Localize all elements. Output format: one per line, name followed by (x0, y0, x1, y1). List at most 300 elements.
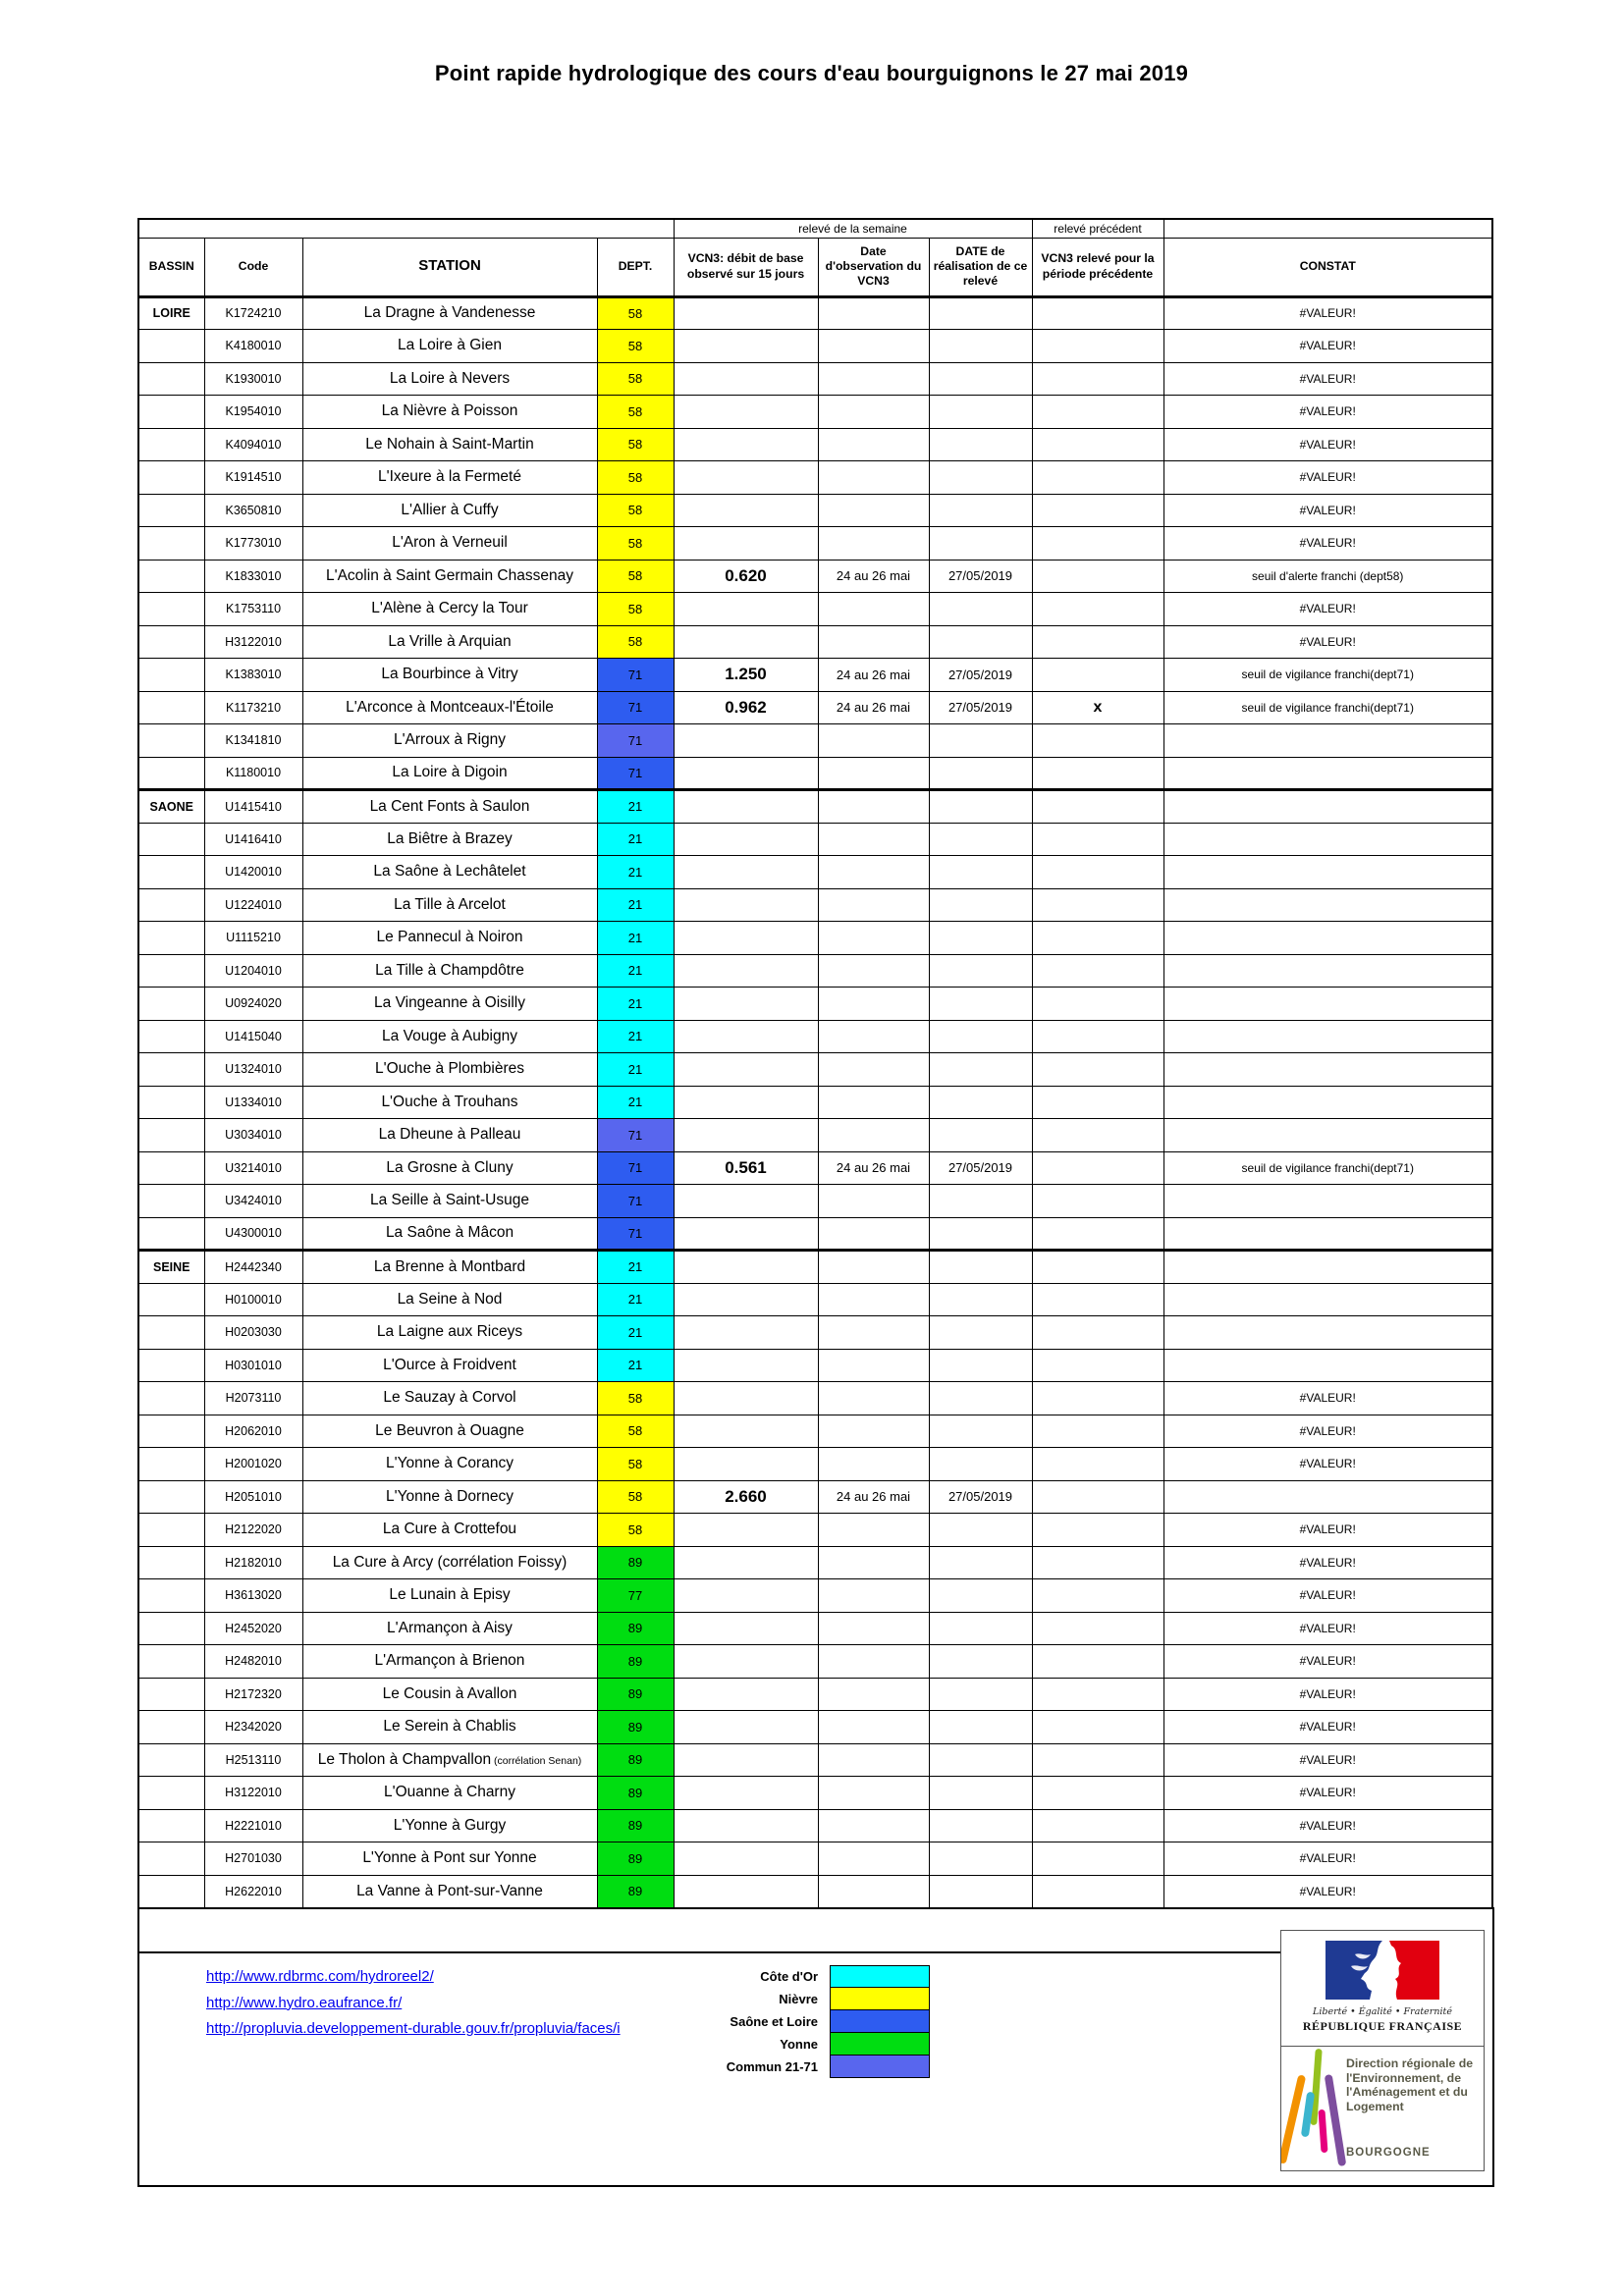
dreal-region: BOURGOGNE (1346, 2147, 1431, 2159)
cell-real (929, 922, 1032, 955)
cell-station: L'Armançon à Brienon (302, 1645, 597, 1679)
cell-station: La Dragne à Vandenesse (302, 296, 597, 330)
cell-obs (818, 1711, 929, 1744)
group-header-row (138, 219, 1492, 238)
cell-real (929, 461, 1032, 495)
table-row (138, 823, 1492, 856)
cell-obs (818, 1251, 929, 1284)
cell-obs (818, 494, 929, 527)
cell-prev (1032, 888, 1163, 922)
cell-constat: #VALEUR! (1163, 494, 1492, 527)
cell-bassin (138, 757, 204, 790)
table-row (138, 856, 1492, 889)
cell-vcn3 (674, 1020, 818, 1053)
cell-constat (1163, 1217, 1492, 1251)
cell-code: U1415040 (204, 1020, 302, 1053)
legend-label: Côte d'Or (760, 1969, 818, 1984)
cell-prev (1032, 1842, 1163, 1876)
cell-code: H3122010 (204, 1777, 302, 1810)
cell-code: H2221010 (204, 1809, 302, 1842)
cell-prev (1032, 1053, 1163, 1087)
footer-divider-line (137, 1951, 1286, 1953)
cell-code: H2701030 (204, 1842, 302, 1876)
link-hydroreel[interactable]: http://www.rdbrmc.com/hydroreel2/ (206, 1968, 434, 1985)
cell-code: K1954010 (204, 396, 302, 429)
cell-bassin (138, 724, 204, 758)
cell-constat: #VALEUR! (1163, 362, 1492, 396)
table-row (138, 428, 1492, 461)
department-color-legend (609, 1965, 930, 2078)
cell-dept: 58 (597, 1480, 674, 1514)
cell-bassin (138, 988, 204, 1021)
hydrology-table (137, 218, 1493, 1909)
cell-bassin (138, 922, 204, 955)
cell-code: H2051010 (204, 1480, 302, 1514)
cell-station: L'Alène à Cercy la Tour (302, 593, 597, 626)
cell-obs (818, 1053, 929, 1087)
cell-constat: seuil de vigilance franchi(dept71) (1163, 691, 1492, 724)
cell-prev (1032, 790, 1163, 824)
station-note: (corrélation Senan) (491, 1754, 582, 1767)
cell-real (929, 1777, 1032, 1810)
cell-station: Le Tholon à Champvallon (corrélation Senan) (302, 1743, 597, 1777)
table-row (138, 1711, 1492, 1744)
cell-vcn3 (674, 1086, 818, 1119)
cell-vcn3 (674, 428, 818, 461)
cell-real (929, 1448, 1032, 1481)
cell-station: La Cent Fonts à Saulon (302, 790, 597, 824)
cell-prev (1032, 1546, 1163, 1579)
republique-motto: Liberté • Égalité • Fraternité (1313, 2006, 1452, 2017)
cell-prev (1032, 1415, 1163, 1448)
cell-constat: #VALEUR! (1163, 1546, 1492, 1579)
cell-code: H2182010 (204, 1546, 302, 1579)
cell-station: La Bourbince à Vitry (302, 659, 597, 692)
cell-dept: 89 (597, 1842, 674, 1876)
cell-constat: #VALEUR! (1163, 1448, 1492, 1481)
table-row (138, 396, 1492, 429)
cell-obs (818, 1842, 929, 1876)
cell-obs: 24 au 26 mai (818, 691, 929, 724)
cell-dept: 89 (597, 1743, 674, 1777)
cell-bassin (138, 593, 204, 626)
cell-dept: 89 (597, 1546, 674, 1579)
cell-dept: 58 (597, 428, 674, 461)
cell-dept: 89 (597, 1678, 674, 1711)
cell-station: La Biêtre à Brazey (302, 823, 597, 856)
cell-obs (818, 396, 929, 429)
cell-constat (1163, 823, 1492, 856)
cell-code: U1324010 (204, 1053, 302, 1087)
legend-color-swatch (830, 1987, 930, 2011)
cell-code: K1173210 (204, 691, 302, 724)
cell-station: La Vouge à Aubigny (302, 1020, 597, 1053)
table-row (138, 560, 1492, 593)
cell-real (929, 790, 1032, 824)
cell-prev (1032, 757, 1163, 790)
cell-code: H2482010 (204, 1645, 302, 1679)
cell-station: L'Yonne à Corancy (302, 1448, 597, 1481)
cell-code: U1415410 (204, 790, 302, 824)
cell-vcn3 (674, 1382, 818, 1415)
cell-vcn3 (674, 625, 818, 659)
cell-vcn3: 2.660 (674, 1480, 818, 1514)
cell-dept: 21 (597, 954, 674, 988)
link-hydro-eaufrance[interactable]: http://www.hydro.eaufrance.fr/ (206, 1994, 403, 2011)
cell-station: L'Ouanne à Charny (302, 1777, 597, 1810)
cell-dept: 71 (597, 1119, 674, 1152)
cell-dept: 21 (597, 1086, 674, 1119)
cell-obs (818, 856, 929, 889)
cell-prev (1032, 856, 1163, 889)
cell-bassin (138, 1053, 204, 1087)
cell-constat: #VALEUR! (1163, 1809, 1492, 1842)
cell-real (929, 823, 1032, 856)
cell-obs (818, 922, 929, 955)
cell-bassin (138, 625, 204, 659)
cell-vcn3 (674, 1645, 818, 1679)
cell-vcn3 (674, 330, 818, 363)
table-row (138, 330, 1492, 363)
cell-vcn3 (674, 988, 818, 1021)
cell-dept: 21 (597, 823, 674, 856)
cell-bassin (138, 1875, 204, 1908)
cell-code: H0100010 (204, 1283, 302, 1316)
table-row (138, 1514, 1492, 1547)
cell-obs (818, 1217, 929, 1251)
cell-constat: seuil d'alerte franchi (dept58) (1163, 560, 1492, 593)
cell-dept: 71 (597, 724, 674, 758)
legend-row (609, 1988, 930, 2010)
cell-real (929, 724, 1032, 758)
column-header-constat: CONSTAT (1163, 238, 1492, 296)
cell-prev (1032, 1283, 1163, 1316)
cell-dept: 21 (597, 1020, 674, 1053)
cell-constat: #VALEUR! (1163, 296, 1492, 330)
cell-real (929, 1086, 1032, 1119)
column-header-vcn3-precedent: VCN3 relevé pour la période précédente (1032, 238, 1163, 296)
cell-prev (1032, 1809, 1163, 1842)
table-row (138, 724, 1492, 758)
cell-prev (1032, 1185, 1163, 1218)
cell-obs (818, 1283, 929, 1316)
cell-constat (1163, 1283, 1492, 1316)
cell-real (929, 1316, 1032, 1350)
cell-bassin (138, 362, 204, 396)
republique-name: RÉPUBLIQUE FRANÇAISE (1302, 2019, 1463, 2033)
table-row (138, 659, 1492, 692)
cell-real (929, 1678, 1032, 1711)
cell-dept: 58 (597, 527, 674, 561)
table-row (138, 1119, 1492, 1152)
cell-constat (1163, 1316, 1492, 1350)
cell-real (929, 1349, 1032, 1382)
footer-links (206, 1964, 621, 2043)
cell-code: K1724210 (204, 296, 302, 330)
legend-color-swatch (830, 2009, 930, 2034)
cell-real (929, 1645, 1032, 1679)
cell-constat (1163, 1086, 1492, 1119)
cell-constat: #VALEUR! (1163, 527, 1492, 561)
column-header-station: STATION (302, 238, 597, 296)
cell-obs (818, 1645, 929, 1679)
cell-station: L'Ource à Froidvent (302, 1349, 597, 1382)
cell-dept: 58 (597, 1382, 674, 1415)
cell-real: 27/05/2019 (929, 691, 1032, 724)
cell-bassin (138, 1119, 204, 1152)
cell-prev (1032, 494, 1163, 527)
cell-obs (818, 625, 929, 659)
cell-vcn3 (674, 856, 818, 889)
column-header-code: Code (204, 238, 302, 296)
cell-constat (1163, 1053, 1492, 1087)
cell-real (929, 1579, 1032, 1613)
cell-code: H2172320 (204, 1678, 302, 1711)
cell-code: U1420010 (204, 856, 302, 889)
cell-constat (1163, 954, 1492, 988)
cell-vcn3 (674, 461, 818, 495)
cell-station: L'Yonne à Dornecy (302, 1480, 597, 1514)
cell-code: U1224010 (204, 888, 302, 922)
cell-prev (1032, 1349, 1163, 1382)
table-row (138, 1217, 1492, 1251)
cell-code: K4180010 (204, 330, 302, 363)
cell-code: K1753110 (204, 593, 302, 626)
cell-vcn3 (674, 1283, 818, 1316)
cell-prev (1032, 362, 1163, 396)
station-table-body (138, 296, 1492, 1908)
cell-code: K3650810 (204, 494, 302, 527)
table-row (138, 954, 1492, 988)
cell-dept: 71 (597, 757, 674, 790)
cell-bassin (138, 1382, 204, 1415)
cell-vcn3 (674, 296, 818, 330)
group-header-spacer-left (138, 219, 674, 238)
cell-code: H0301010 (204, 1349, 302, 1382)
cell-bassin (138, 1480, 204, 1514)
cell-constat: #VALEUR! (1163, 461, 1492, 495)
cell-vcn3 (674, 1053, 818, 1087)
cell-vcn3 (674, 1349, 818, 1382)
table-row (138, 1283, 1492, 1316)
cell-constat (1163, 757, 1492, 790)
cell-code: K4094010 (204, 428, 302, 461)
cell-station: Le Beuvron à Ouagne (302, 1415, 597, 1448)
cell-code: H2062010 (204, 1415, 302, 1448)
cell-bassin: SAONE (138, 790, 204, 824)
cell-obs (818, 1316, 929, 1350)
cell-vcn3 (674, 1875, 818, 1908)
dreal-stroke-pink (1318, 2109, 1327, 2153)
cell-bassin (138, 1743, 204, 1777)
cell-prev (1032, 625, 1163, 659)
cell-dept: 21 (597, 988, 674, 1021)
cell-prev (1032, 330, 1163, 363)
cell-vcn3 (674, 1842, 818, 1876)
cell-vcn3 (674, 494, 818, 527)
cell-prev (1032, 1020, 1163, 1053)
cell-real (929, 757, 1032, 790)
cell-real (929, 428, 1032, 461)
legend-row (609, 1965, 930, 1988)
legend-row (609, 2033, 930, 2056)
cell-bassin (138, 1612, 204, 1645)
column-header-date-observation: Date d'observation du VCN3 (818, 238, 929, 296)
cell-station: Le Nohain à Saint-Martin (302, 428, 597, 461)
cell-obs (818, 1086, 929, 1119)
cell-prev (1032, 659, 1163, 692)
cell-dept: 71 (597, 1185, 674, 1218)
cell-code: U4300010 (204, 1217, 302, 1251)
cell-prev (1032, 1382, 1163, 1415)
cell-obs (818, 1777, 929, 1810)
cell-constat (1163, 1349, 1492, 1382)
cell-real (929, 1185, 1032, 1218)
table-row (138, 1743, 1492, 1777)
cell-obs (818, 330, 929, 363)
cell-constat: #VALEUR! (1163, 428, 1492, 461)
cell-station: La Loire à Digoin (302, 757, 597, 790)
cell-dept: 21 (597, 1251, 674, 1284)
cell-dept: 89 (597, 1711, 674, 1744)
cell-prev (1032, 1448, 1163, 1481)
cell-station: La Vingeanne à Oisilly (302, 988, 597, 1021)
cell-prev (1032, 724, 1163, 758)
cell-bassin (138, 1349, 204, 1382)
cell-prev (1032, 988, 1163, 1021)
table-row (138, 1382, 1492, 1415)
legend-label: Nièvre (779, 1992, 818, 2006)
cell-vcn3 (674, 1612, 818, 1645)
cell-bassin (138, 1316, 204, 1350)
cell-prev (1032, 1151, 1163, 1185)
cell-dept: 71 (597, 1217, 674, 1251)
cell-constat (1163, 988, 1492, 1021)
cell-prev (1032, 1119, 1163, 1152)
cell-constat (1163, 856, 1492, 889)
table-row (138, 922, 1492, 955)
cell-constat (1163, 1119, 1492, 1152)
table-row (138, 888, 1492, 922)
link-propluvia[interactable]: http://propluvia.developpement-durable.gouv.fr/propluvia/faces/i (206, 2020, 621, 2037)
cell-bassin (138, 1809, 204, 1842)
cell-bassin (138, 1448, 204, 1481)
column-header-vcn3: VCN3: débit de base observé sur 15 jours (674, 238, 818, 296)
cell-real (929, 888, 1032, 922)
cell-vcn3 (674, 888, 818, 922)
dreal-logo (1281, 2047, 1484, 2168)
cell-dept: 21 (597, 856, 674, 889)
cell-vcn3 (674, 1743, 818, 1777)
cell-vcn3 (674, 593, 818, 626)
cell-real (929, 625, 1032, 659)
cell-bassin (138, 1217, 204, 1251)
cell-obs (818, 1678, 929, 1711)
cell-station: La Seille à Saint-Usuge (302, 1185, 597, 1218)
cell-bassin (138, 1514, 204, 1547)
cell-constat: #VALEUR! (1163, 1382, 1492, 1415)
cell-obs (818, 1579, 929, 1613)
cell-station: La Cure à Arcy (corrélation Foissy) (302, 1546, 597, 1579)
cell-prev (1032, 296, 1163, 330)
cell-obs (818, 1875, 929, 1908)
cell-bassin (138, 1185, 204, 1218)
cell-dept: 58 (597, 296, 674, 330)
cell-station: L'Aron à Verneuil (302, 527, 597, 561)
cell-dept: 21 (597, 922, 674, 955)
cell-code: U1416410 (204, 823, 302, 856)
legend-row (609, 2010, 930, 2033)
cell-obs (818, 757, 929, 790)
cell-station: La Tille à Arcelot (302, 888, 597, 922)
cell-prev (1032, 1086, 1163, 1119)
cell-constat: #VALEUR! (1163, 1711, 1492, 1744)
cell-real: 27/05/2019 (929, 659, 1032, 692)
cell-constat: seuil de vigilance franchi(dept71) (1163, 659, 1492, 692)
table-row (138, 988, 1492, 1021)
cell-prev (1032, 1612, 1163, 1645)
cell-vcn3 (674, 1678, 818, 1711)
legend-label: Commun 21-71 (726, 2059, 818, 2074)
cell-obs (818, 954, 929, 988)
cell-obs (818, 988, 929, 1021)
cell-real (929, 1809, 1032, 1842)
table-row (138, 625, 1492, 659)
cell-obs (818, 1448, 929, 1481)
cell-station: L'Armançon à Aisy (302, 1612, 597, 1645)
cell-constat: #VALEUR! (1163, 1645, 1492, 1679)
cell-real (929, 494, 1032, 527)
cell-dept: 89 (597, 1875, 674, 1908)
table-row (138, 1415, 1492, 1448)
table-row (138, 1349, 1492, 1382)
cell-bassin (138, 1645, 204, 1679)
cell-code: K1773010 (204, 527, 302, 561)
cell-constat: #VALEUR! (1163, 625, 1492, 659)
cell-real: 27/05/2019 (929, 1480, 1032, 1514)
cell-vcn3 (674, 823, 818, 856)
cell-code: K1914510 (204, 461, 302, 495)
cell-dept: 21 (597, 1349, 674, 1382)
cell-obs: 24 au 26 mai (818, 1151, 929, 1185)
cell-vcn3 (674, 396, 818, 429)
cell-prev (1032, 1645, 1163, 1679)
cell-constat (1163, 922, 1492, 955)
cell-bassin (138, 527, 204, 561)
cell-dept: 58 (597, 625, 674, 659)
cell-prev (1032, 1579, 1163, 1613)
cell-real (929, 856, 1032, 889)
cell-real (929, 1020, 1032, 1053)
cell-prev (1032, 1251, 1163, 1284)
cell-dept: 58 (597, 330, 674, 363)
cell-real (929, 1612, 1032, 1645)
cell-station: La Laigne aux Riceys (302, 1316, 597, 1350)
cell-real (929, 396, 1032, 429)
cell-station: La Cure à Crottefou (302, 1514, 597, 1547)
cell-station: Le Serein à Chablis (302, 1711, 597, 1744)
cell-vcn3: 0.962 (674, 691, 818, 724)
cell-vcn3 (674, 1185, 818, 1218)
column-header-dept: DEPT. (597, 238, 674, 296)
cell-dept: 89 (597, 1809, 674, 1842)
table-row (138, 1480, 1492, 1514)
column-header-row (138, 238, 1492, 296)
cell-obs (818, 428, 929, 461)
cell-obs (818, 1415, 929, 1448)
cell-constat: #VALEUR! (1163, 1777, 1492, 1810)
cell-bassin (138, 1579, 204, 1613)
